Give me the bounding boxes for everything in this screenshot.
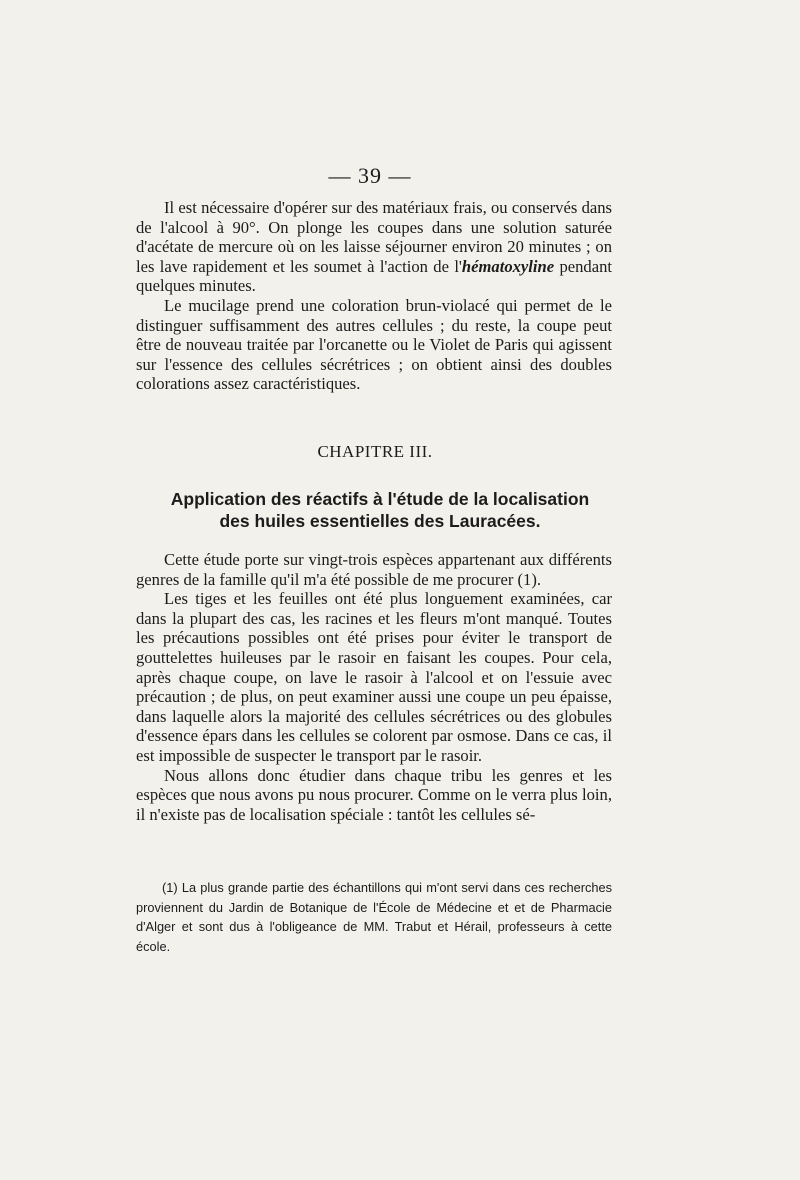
intro-paragraph-1: [136, 198, 612, 296]
intro-paragraph-1-end: pendant quelques minutes.: [136, 256, 612, 296]
body-paragraph-3: Nous allons donc étudier dans chaque tribu les genres et les espèces que nous avons pu nous procurer. Comme on le verra plus loin, il n'existe pas de localisation spéciale : tantôt les cellules sé-: [136, 765, 612, 824]
intro-paragraph-1-emphasis: hématoxyline: [461, 256, 555, 276]
intro-paragraph-1-text: Il est nécessaire d'opérer sur des matériaux frais, ou conservés dans de l'alcool à 90°. On plonge les coupes dans une solution saturée d'acétate de mercure où on les laisse séjourner environ 20 minutes ; on les lave rapidement et les soumet à l'action de l': [136, 198, 612, 276]
section-title: [130, 488, 630, 532]
body-paragraph-2: Les tiges et les feuilles ont été plus longuement examinées, car dans la plupart des cas, les racines et les fleurs m'ont manqué. Toutes les précautions possibles ont été prises pour éviter le transport de gouttelettes huileuses par le rasoir en faisant les coupes. Pour cela, après chaque coupe, on lave le rasoir à l'alcool et on l'essuie avec précaution ; de plus, on peut examiner aussi une coupe un peu épaisse, dans laquelle alors la majorité des cellules sécrétrices ou des globules d'essence épars dans les cellules se colorent par osmose. Dans ce cas, il est impossible de suspecter le transport par le rasoir.: [136, 589, 612, 765]
footnote-text: (1) La plus grande partie des échantillons qui m'ont servi dans ces recherches proviennent du Jardin de Botanique de l'École de Médecine et et de Pharmacie d'Alger et sont dus à l'obligeance de MM. Trabut et Hérail, professeurs à cette école.: [136, 880, 612, 954]
intro-section: [136, 198, 612, 394]
section-title-line-2: des huiles essentielles des Lauracées.: [219, 511, 541, 531]
section-title-line-1: Application des réactifs à l'étude de la localisation: [170, 489, 590, 509]
body-paragraph-1: Cette étude porte sur vingt-trois espèces appartenant aux différents genres de la famille qu'il m'a été possible de me procurer (1).: [136, 550, 612, 589]
footnote: [136, 878, 612, 956]
body-section: [136, 550, 612, 824]
intro-paragraph-2: Le mucilage prend une coloration brun-violacé qui permet de le distinguer suffisamment des autres cellules ; du reste, la coupe peut être de nouveau traitée par l'orcanette ou le Violet de Paris qui agissent sur l'essence des cellules sécrétrices ; on obtient ainsi des doubles colorations assez caractéristiques.: [136, 295, 612, 394]
page-number: — 39 —: [328, 163, 412, 188]
chapter-heading: CHAPITRE III.: [317, 442, 433, 461]
